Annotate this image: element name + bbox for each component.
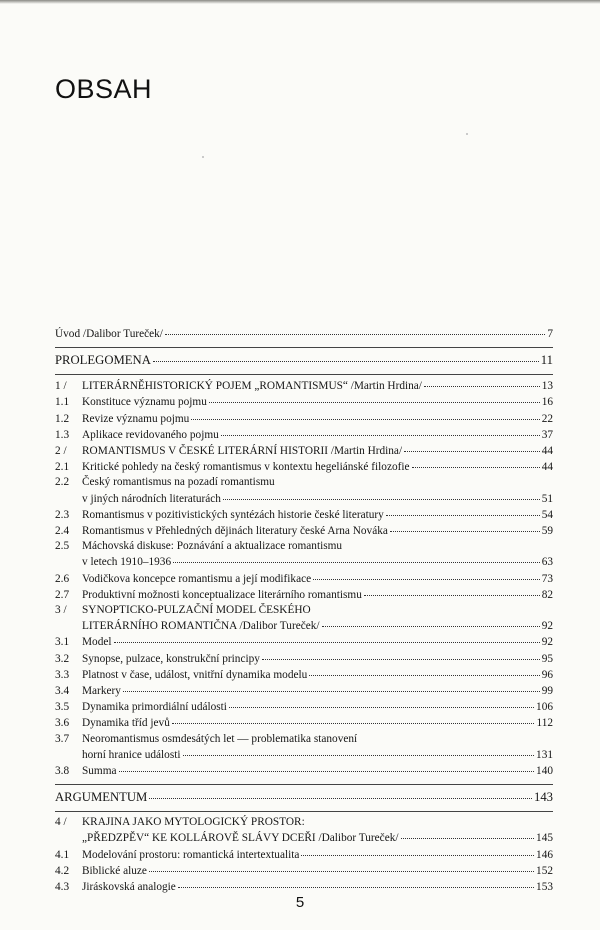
toc-entry-title: Neoromantismus osmdesátých let — problematika stanovení [82,732,358,745]
argumentum-entries [55,815,553,895]
paper-speck [202,156,204,158]
toc-entry-title: Český romantismus na pozadí romantismu [82,476,275,489]
toc-entry-number: 2.4 [55,525,70,538]
toc-entry-title: ROMANTISMUS V ČESKÉ LITERÁRNÍ HISTORII /Martin Hrdina/ [82,445,403,458]
toc-entry-number: 2.2 [55,476,70,489]
toc-entry-title: KRAJINA JAKO MYTOLOGICKÝ PROSTOR: [82,816,305,829]
dot-leader [313,569,540,580]
dot-leader [165,324,545,335]
dot-leader [386,505,540,516]
toc-entry-title: Modelování prostoru: romantická intertextualita [82,848,300,861]
toc-entry-page: 131 [536,748,553,761]
toc-entry-number: 3.8 [55,765,70,778]
dot-leader [390,521,540,532]
dot-leader [173,552,540,563]
dot-leader [424,376,540,387]
toc-entry[interactable] [55,523,553,539]
dot-leader [401,828,535,839]
toc-entry-page: 112 [536,717,553,730]
toc-entry-number: 2.5 [55,540,70,553]
toc-entry-number: 3 / [55,604,67,617]
toc-entry-title: Dynamika tříd jevů [82,717,170,730]
toc-entry-page: 82 [541,588,553,601]
dot-leader [364,585,540,596]
dot-leader [149,788,532,799]
toc-entry-page: 7 [547,328,553,340]
dot-leader [209,392,540,403]
dot-leader [172,713,535,724]
section-page: 11 [540,353,553,368]
toc-entry-page: 13 [541,380,553,393]
toc-entry-page: 73 [541,572,553,585]
toc-section-prolegomena[interactable] [55,351,553,369]
paper-speck [466,133,468,135]
dot-leader [153,351,539,362]
toc-entry-page: 22 [541,412,553,425]
toc-entry-page: 63 [541,556,553,569]
toc-entry-title: Kritické pohledy na český romantismus v kontextu hegeliánské filozofie [82,461,410,474]
toc-entry-number: 4.1 [55,848,70,861]
toc-entry-number: 3.5 [55,701,70,714]
toc-entry-page: 95 [541,652,553,665]
toc-entry-page: 96 [541,668,553,681]
page-number: 5 [295,894,305,911]
toc-entry-number: 3.3 [55,668,70,681]
toc-entry-title: LITERÁRNĚHISTORICKÝ POJEM „ROMANTISMUS“ /Martin Hrdina/ [82,380,422,393]
toc-section-argumentum[interactable] [55,788,553,806]
toc-entry-number: 3.6 [55,717,70,730]
toc-entry-page: 153 [536,881,553,894]
toc-entry-page: 37 [541,428,553,441]
table-of-contents [55,326,553,895]
toc-entry-title: Romantismus v Přehledných dějinách literatury české Arna Nováka [82,525,388,538]
dot-leader [178,877,534,888]
toc-entry-number: 2.1 [55,461,70,474]
page-title: OBSAH [55,74,153,104]
toc-entry-title: Produktivní možnosti konceptualizace literárního romantismu [82,588,362,601]
toc-entry[interactable] [55,763,553,779]
toc-entry-title: Jiráskovská analogie [82,881,176,894]
toc-entry-page: 51 [541,492,553,505]
toc-entry-title: LITERÁRNÍHO ROMANTIČNA /Dalibor Tureček/ [82,620,320,633]
toc-entry-page: 92 [541,636,553,649]
toc-entry-title: Romantismus v pozitivistických syntézách historie české literatury [82,508,384,521]
dot-leader [229,697,534,708]
toc-entry-page: 152 [536,864,553,877]
dot-leader [309,665,539,676]
toc-entry-title: v jiných národních literaturách [82,492,221,505]
toc-entry[interactable] [55,715,553,731]
dot-leader [191,409,539,420]
toc-entry-title: Model [82,636,112,649]
toc-entry-number: 4 / [55,816,67,829]
toc-entry-page: 59 [541,525,553,538]
toc-entry-page: 16 [541,396,553,409]
section-page: 143 [533,790,553,805]
toc-entry-title: horní hranice události [82,748,181,761]
toc-entry-page: 145 [536,832,553,845]
toc-entry-page: 92 [541,620,553,633]
toc-entry-number: 2.7 [55,588,70,601]
toc-entry-title: Summa [82,765,117,778]
toc-entry-page: 54 [541,508,553,521]
toc-entry-title: Dynamika primordiální události [82,701,227,714]
toc-entry-number: 1.2 [55,412,70,425]
dot-leader [119,761,535,772]
section-divider [55,347,553,348]
toc-entry-page: 99 [541,685,553,698]
toc-entry-page: 44 [541,461,553,474]
toc-entry-title: Biblické aluze [82,864,147,877]
page-edge-shadow [0,0,600,4]
toc-entry[interactable] [55,587,553,603]
toc-entry-title: Konstituce významu pojmu [82,396,207,409]
toc-entry-number: 3.7 [55,732,70,745]
dot-leader [301,845,534,856]
toc-entry-number: 4.2 [55,864,70,877]
toc-entry-title: v letech 1910–1936 [82,556,172,569]
toc-entry-number: 3.1 [55,636,70,649]
toc-entry-title: Markery [82,685,121,698]
toc-entry-number: 2.6 [55,572,70,585]
toc-entry-number: 1.1 [55,396,70,409]
section-divider [55,374,553,375]
toc-entry-number: 2 / [55,445,67,458]
dot-leader [149,861,534,872]
toc-entry-title: Úvod /Dalibor Tureček/ [55,328,163,340]
dot-leader [223,489,540,500]
toc-entry[interactable] [55,459,553,475]
toc-entry-number: 4.3 [55,881,70,894]
section-divider [55,784,553,785]
toc-entry-title: Platnost v čase, událost, vnitřní dynamika modelu [82,668,308,681]
toc-entry-title: Vodičkova koncepce romantismu a její modifikace [82,572,312,585]
dot-leader [322,616,540,627]
toc-entry-page: 146 [536,848,553,861]
dot-leader [221,425,540,436]
toc-entry-title: Aplikace revidovaného pojmu [82,428,219,441]
dot-leader [183,745,535,756]
prolegomena-entries [55,378,553,779]
toc-entry-intro[interactable] [55,326,553,342]
dot-leader [123,681,540,692]
dot-leader [404,441,540,452]
toc-entry-number: 1.3 [55,428,70,441]
toc-entry-number: 3.4 [55,685,70,698]
toc-entry-page: 106 [536,701,553,714]
toc-entry[interactable] [55,879,553,895]
toc-entry-number: 1 / [55,380,67,393]
toc-entry-title: Synopse, pulzace, konstrukční principy [82,652,260,665]
section-title: PROLEGOMENA [55,353,151,368]
dot-leader [114,632,540,643]
section-title: ARGUMENTUM [55,790,148,805]
toc-entry-page: 44 [541,445,553,458]
toc-entry-page: 140 [536,765,553,778]
toc-entry-title: Máchovská diskuse: Poznávání a aktualizace romantismu [82,540,343,553]
dot-leader [262,649,540,660]
toc-entry-number: 2.3 [55,508,70,521]
toc-entry-title: „PŘEDZPĚV“ KE KOLLÁROVĚ SLÁVY DCEŘI /Dalibor Tureček/ [82,832,399,845]
dot-leader [412,457,540,468]
toc-entry-title: Revize významu pojmu [82,412,190,425]
section-divider [55,811,553,812]
toc-entry-number: 3.2 [55,652,70,665]
toc-entry-title: SYNOPTICKO-PULZAČNÍ MODEL ČESKÉHO [82,604,311,617]
